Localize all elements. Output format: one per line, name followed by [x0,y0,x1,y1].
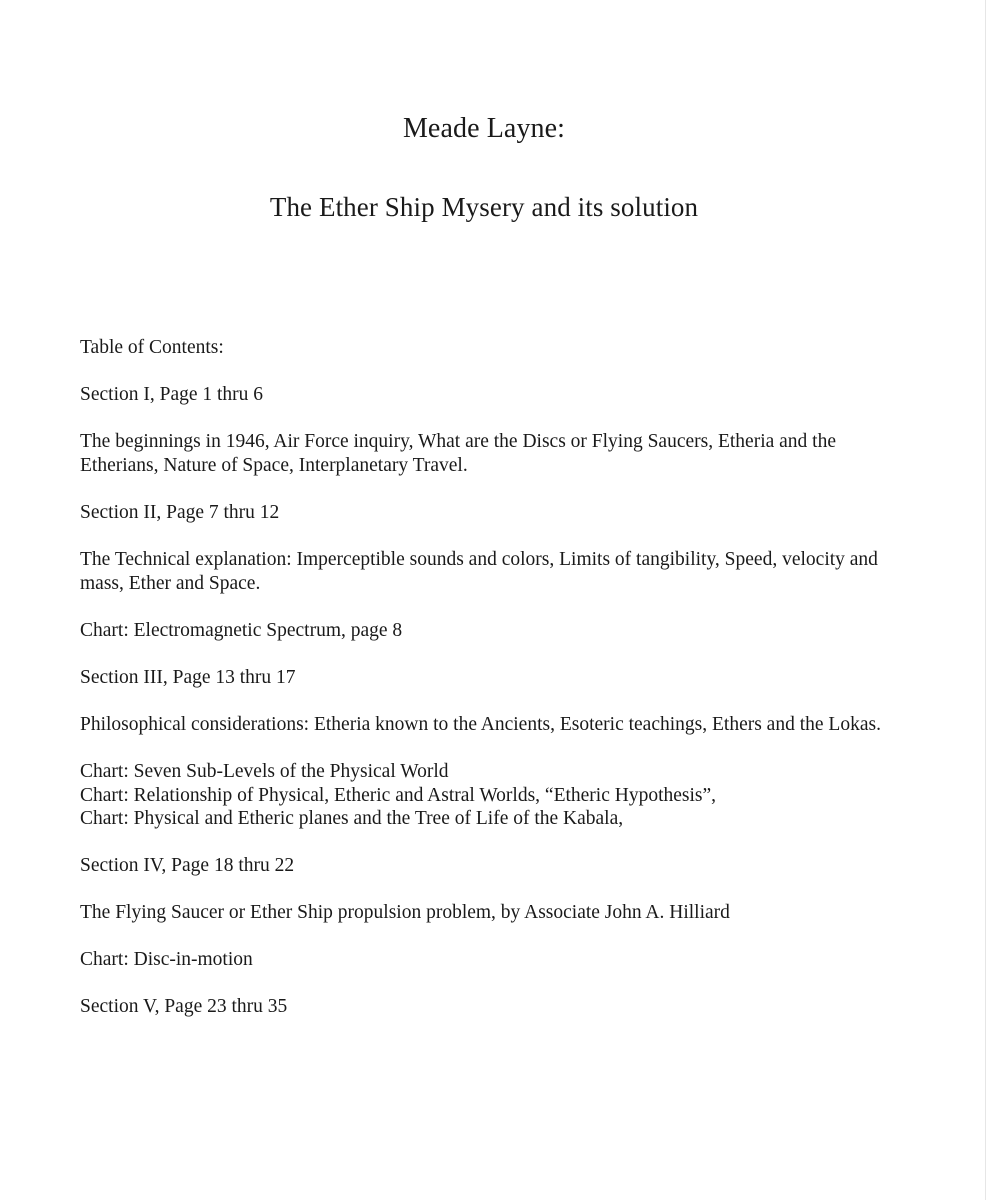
toc-chart-entry-disc-in-motion: Chart: Disc-in-motion [80,948,253,970]
toc-section-description-2: The Technical explanation: Imperceptible sounds and colors, Limits of tangibility, Speed, velocity and mass, Ether and Space. [80,549,878,594]
toc-section-label-4: Section IV, Page 18 thru 22 [80,854,295,876]
toc-chart-entry-tree-of-life-kabala: Chart: Physical and Etheric planes and the Tree of Life of the Kabala, [80,808,624,829]
toc-chart-entry-etheric-hypothesis: Chart: Relationship of Physical, Etheric and Astral Worlds, “Etheric Hypothesis”, [80,784,717,806]
document-author-title: Meade Layne: [402,113,566,144]
toc-heading: Table of Contents: [80,337,224,358]
title-block [80,0,888,224]
toc-section-label-2: Section II, Page 7 thru 12 [80,502,280,523]
toc-section-description-1: The beginnings in 1946, Air Force inquiry, What are the Discs or Flying Saucers, Etheria and the Etherians, Nature of Space, Interplanetary Travel. [80,431,836,476]
page-edge-line [985,0,986,1200]
toc-section-description-3: Philosophical considerations: Etheria known to the Ancients, Esoteric teachings, Ethers and the Lokas. [80,714,881,735]
toc-section-description-4: The Flying Saucer or Ether Ship propulsion problem, by Associate John A. Hilliard [80,901,730,923]
document-main-title: The Ether Ship Mysery and its solution [269,192,699,222]
toc-chart-entry-seven-sub-levels: Chart: Seven Sub-Levels of the Physical World [80,761,449,782]
toc-section-label-5: Section V, Page 23 thru 35 [80,995,288,1017]
table-of-contents [80,224,888,1019]
toc-chart-group [80,760,888,831]
toc-chart-entry-electromagnetic-spectrum: Chart: Electromagnetic Spectrum, page 8 [80,620,403,641]
toc-section-label-3: Section III, Page 13 thru 17 [80,667,296,688]
toc-section-label-1: Section I, Page 1 thru 6 [80,384,264,405]
